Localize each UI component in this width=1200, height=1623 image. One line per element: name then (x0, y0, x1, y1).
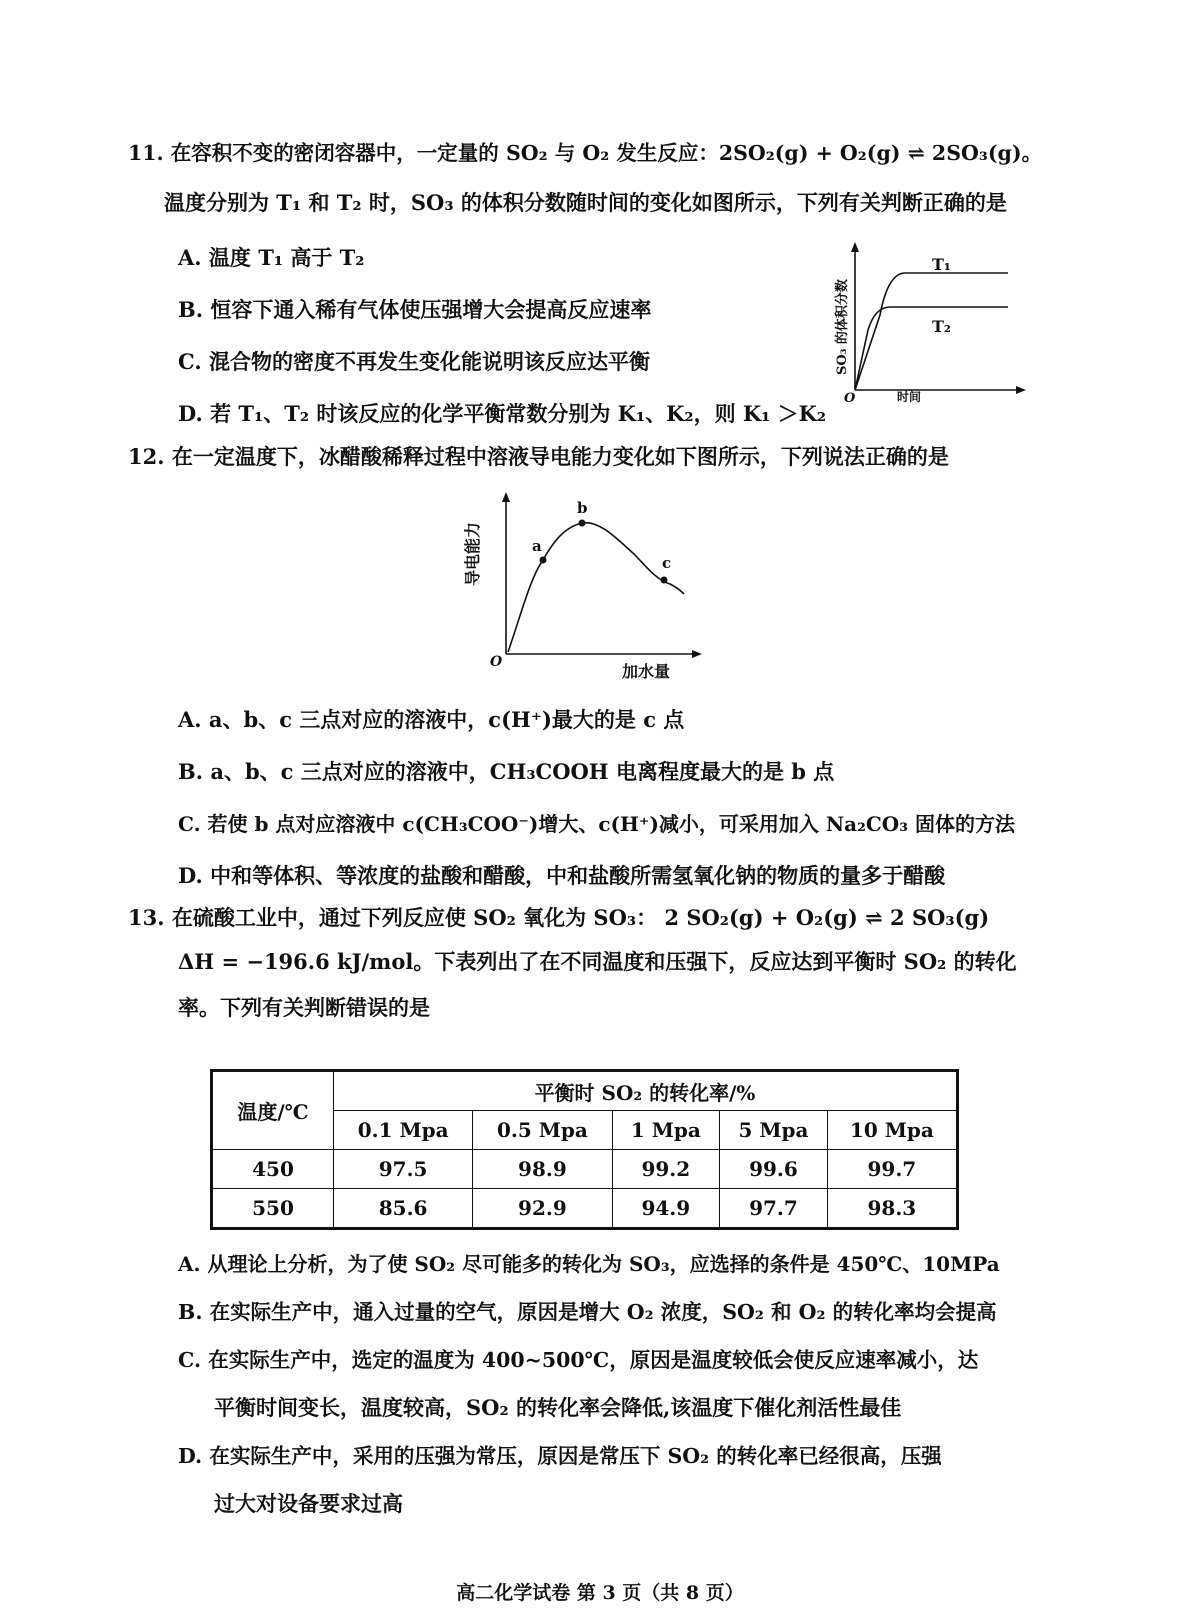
q11-graph-y-arrow (851, 242, 859, 252)
q12-option-b: B. a、b、c 三点对应的溶液中，CH₃COOH 电离程度最大的是 b 点 (178, 759, 835, 784)
table-header-cell: 0.1 Mpa (334, 1111, 473, 1150)
page-footer: 高二化学试卷 第 3 页（共 8 页） (456, 1582, 744, 1604)
q11-option-b: B. 恒容下通入稀有气体使压强增大会提高反应速率 (178, 297, 652, 322)
q13-option-d-cont: 过大对设备要求过高 (214, 1491, 403, 1516)
q12-stem: 12. 在一定温度下，冰醋酸稀释过程中溶液导电能力变化如下图所示，下列说法正确的是 (128, 444, 949, 469)
q12-graph-x-arrow (692, 650, 702, 658)
table-header-cell: 5 Mpa (720, 1111, 828, 1150)
q12-graph-xlabel: 加水量 (622, 662, 671, 681)
table-cell: 98.3 (827, 1189, 957, 1229)
q12-option-c: C. 若使 b 点对应溶液中 c(CH₃COO⁻)增大、c(H⁺)减小，可采用加入 Na₂CO₃ 固体的方法 (178, 812, 1015, 836)
conversion-table (210, 1069, 959, 1230)
q12-label-b: b (577, 499, 588, 517)
q12-graph (458, 488, 718, 688)
q13-option-d: D. 在实际生产中，采用的压强为常压，原因是常压下 SO₂ 的转化率已经很高，压强 (178, 1444, 942, 1468)
q11-option-c: C. 混合物的密度不再发生变化能说明该反应达平衡 (178, 349, 650, 374)
q13-option-b: B. 在实际生产中，通入过量的空气，原因是增大 O₂ 浓度，SO₂ 和 O₂ 的转化率均会提高 (178, 1300, 997, 1324)
table-row (212, 1189, 958, 1229)
table-row (212, 1150, 958, 1189)
table-cell: 550 (212, 1189, 334, 1229)
q13-option-c: C. 在实际生产中，选定的温度为 400~500℃，原因是温度较低会使反应速率减小，达 (178, 1348, 979, 1372)
q12-graph-origin: O (490, 654, 503, 670)
q13-option-a: A. 从理论上分析，为了使 SO₂ 尽可能多的转化为 SO₃，应选择的条件是 450℃、10MPa (178, 1252, 1000, 1276)
table-cell: 450 (212, 1150, 334, 1189)
table-cell: 94.9 (612, 1189, 720, 1229)
q11-graph-origin: O (844, 391, 856, 406)
q12-option-d: D. 中和等体积、等浓度的盐酸和醋酸，中和盐酸所需氢氧化钠的物质的量多于醋酸 (178, 863, 946, 888)
table-corner-cell: 温度/℃ (212, 1071, 334, 1150)
q12-point-b (579, 520, 586, 527)
table-cell: 99.2 (612, 1150, 720, 1189)
q12-option-a: A. a、b、c 三点对应的溶液中，c(H⁺)最大的是 c 点 (178, 707, 685, 732)
q13-option-c-cont: 平衡时间变长，温度较高，SO₂ 的转化率会降低,该温度下催化剂活性最佳 (214, 1395, 902, 1420)
table-cell: 99.6 (720, 1150, 828, 1189)
q12-graph-y-arrow (502, 492, 510, 502)
q12-point-a (540, 557, 547, 564)
q11-graph-x-arrow (1016, 386, 1026, 394)
table-cell: 85.6 (334, 1189, 473, 1229)
q13-stem-line3: 率。下列有关判断错误的是 (178, 995, 430, 1020)
q13-stem-line1: 13. 在硫酸工业中，通过下列反应使 SO₂ 氧化为 SO₃： 2 SO₂(g) + O₂(g) ⇌ 2 SO₃(g) (128, 905, 990, 930)
q12-point-c (661, 577, 668, 584)
q11-stem-line2: 温度分别为 T₁ 和 T₂ 时，SO₃ 的体积分数随时间的变化如图所示，下列有关判断正确的是 (164, 190, 1007, 215)
q11-graph-xlabel: 时间 (897, 390, 922, 404)
table-cell: 97.5 (334, 1150, 473, 1189)
q12-graph-ylabel: 导电能力 (463, 521, 482, 586)
q11-option-d: D. 若 T₁、T₂ 时该反应的化学平衡常数分别为 K₁、K₂，则 K₁ ＞K₂ (178, 401, 827, 426)
q12-label-a: a (532, 537, 542, 555)
table-cell: 92.9 (473, 1189, 612, 1229)
table-header-cell: 0.5 Mpa (473, 1111, 612, 1150)
table-header-cell: 1 Mpa (612, 1111, 720, 1150)
q11-stem-line1: 11. 在容积不变的密闭容器中，一定量的 SO₂ 与 O₂ 发生反应：2SO₂(g) + O₂(g) ⇌ 2SO₃(g)。 (128, 141, 1043, 165)
q12-label-c: c (662, 554, 672, 572)
table-cell: 99.7 (827, 1150, 957, 1189)
table-cell: 98.9 (473, 1150, 612, 1189)
q11-option-a: A. 温度 T₁ 高于 T₂ (178, 245, 365, 270)
table-cell: 97.7 (720, 1189, 828, 1229)
q11-graph-label-t2: T₂ (932, 317, 951, 336)
q13-stem-line2: ΔH = −196.6 kJ/mol。下表列出了在不同温度和压强下，反应达到平衡时 SO₂ 的转化 (178, 949, 1017, 974)
table-row (212, 1071, 958, 1111)
q11-graph-label-t1: T₁ (932, 255, 951, 274)
table-group-header: 平衡时 SO₂ 的转化率/% (334, 1071, 958, 1111)
table-header-cell: 10 Mpa (827, 1111, 957, 1150)
q11-graph (800, 240, 1060, 420)
q11-graph-ylabel: SO₃ 的体积分数 (835, 279, 850, 375)
